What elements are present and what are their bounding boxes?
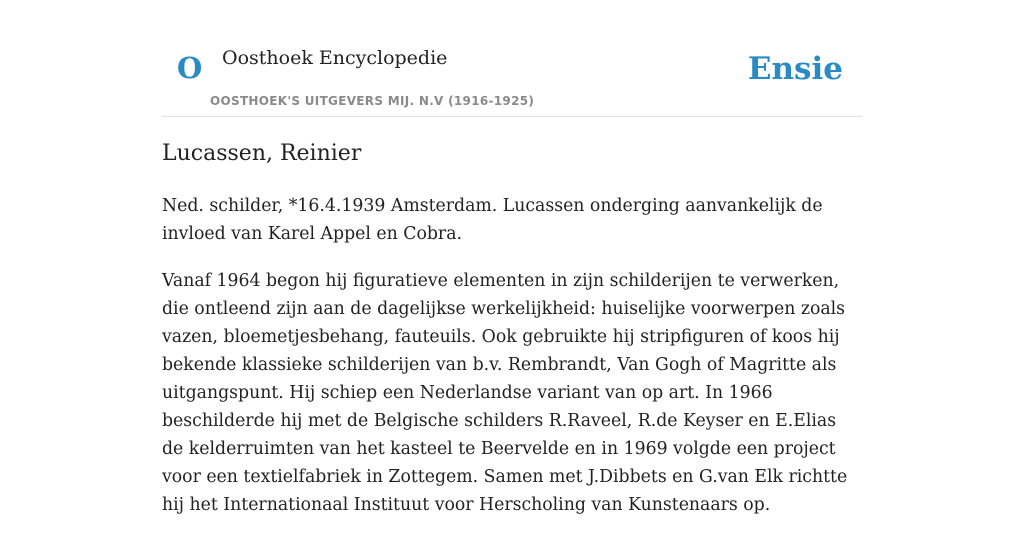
- article-body: [162, 192, 862, 538]
- site-header: [162, 0, 862, 117]
- brand-logo[interactable]: Ensie: [747, 51, 843, 87]
- article-paragraph: Ned. schilder, *16.4.1939 Amsterdam. Lucassen onderging aanvankelijk de invloed van Karel Appel en Cobra.: [162, 196, 823, 244]
- article-paragraph: Vanaf 1964 begon hij figuratieve elementen in zijn schilderijen te verwerken, die ontleend zijn aan de dagelijkse werkelijkheid: huiselijke voorwerpen zoals vazen, bloemetjesbehang, fauteuils. Ook gebruikte hij stripfiguren of koos hij bekende klassieke schilderijen van b.v. Rembrandt, Van Gogh of Magritte als uitgangspunt. Hij schiep een Nederlandse variant van op art. In 1966 beschilderde hij met de Belgische schilders R.Raveel, R.de Keyser en E.Elias de kelderruimten van het kasteel te Beervelde en in 1969 volgde een project voor een textielfabriek in Zottegem. Samen met J.Dibbets en G.van Elk richtte hij het Internationaal Instituut voor Herscholing van Kunstenaars op.: [162, 271, 848, 515]
- publisher-subtitle: OOSTHOEK'S UITGEVERS MIJ. N.V (1916-1925): [210, 94, 535, 108]
- article-title: Lucassen, Reinier: [162, 141, 362, 166]
- page: [162, 0, 862, 515]
- site-logo[interactable]: O: [177, 51, 203, 85]
- site-title[interactable]: Oosthoek Encyclopedie: [222, 47, 448, 69]
